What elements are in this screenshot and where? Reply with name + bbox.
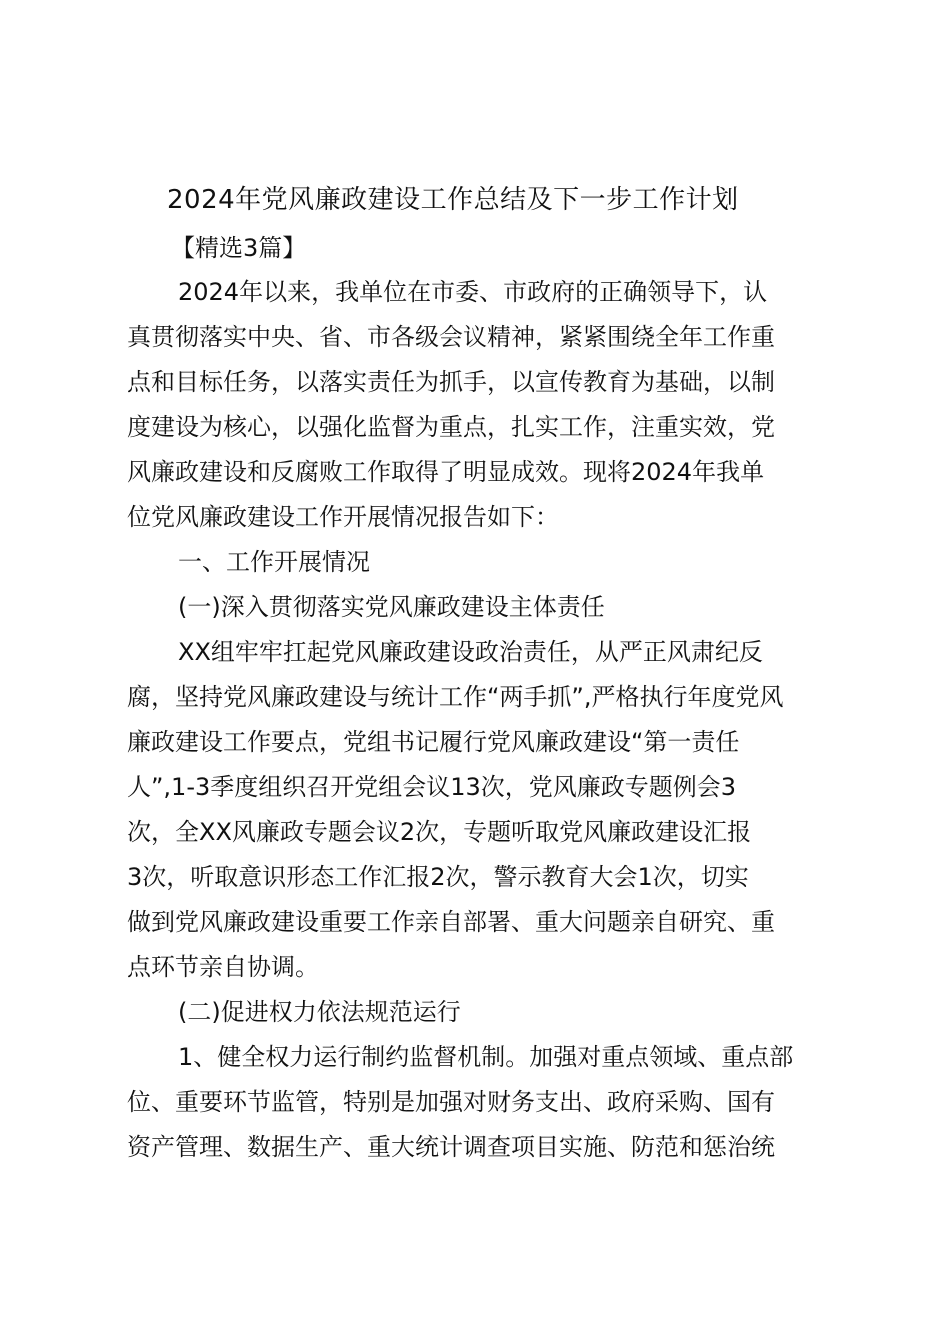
body-paragraph-2 [127,1035,827,1170]
paragraph-line: 廉政建设工作要点，党组书记履行党风廉政建设“第一责任 [127,728,740,756]
paragraph-line: 真贯彻落实中央、省、市各级会议精神，紧紧围绕全年工作重 [127,323,775,351]
paragraph-line: 2024年以来，我单位在市委、市政府的正确领导下，认 [178,278,768,306]
paragraph-line: 1、健全权力运行制约监督机制。加强对重点领域、重点部 [178,1043,794,1071]
paragraph-line: 人”,1-3季度组织召开党组会议13次，党风廉政专题例会3 [127,773,737,801]
paragraph-line: 点环节亲自协调。 [127,953,319,981]
paragraph-line: 腐，坚持党风廉政建设与统计工作“两手抓”,严格执行年度党风 [127,683,784,711]
subsection-heading-2 [127,990,827,1035]
subsection-heading-1 [127,585,827,630]
paragraph-line: 3次，听取意识形态工作汇报2次，警示教育大会1次，切实 [127,863,749,891]
section-heading [127,540,827,585]
paragraph-line: 资产管理、数据生产、重大统计调查项目实施、防范和惩治统 [127,1133,775,1161]
document-subtitle: 【精选3篇】 [171,234,307,262]
heading-line: 一、工作开展情况 [178,548,370,576]
intro-paragraph [127,270,827,540]
document-title: 2024年党风廉政建设工作总结及下一步工作计划 [167,185,739,215]
paragraph-line: 度建设为核心，以强化监督为重点，扎实工作，注重实效，党 [127,413,775,441]
paragraph-line: 风廉政建设和反腐败工作取得了明显成效。现将2024年我单 [127,458,765,486]
paragraph-line: 做到党风廉政建设重要工作亲自部署、重大问题亲自研究、重 [127,908,775,936]
body-paragraph-1 [127,630,827,990]
heading-line: (二)促进权力依法规范运行 [178,998,461,1026]
heading-line: (一)深入贯彻落实党风廉政建设主体责任 [178,593,605,621]
paragraph-line: XX组牢牢扛起党风廉政建设政治责任，从严正风肃纪反 [178,638,763,666]
paragraph-line: 位党风廉政建设工作开展情况报告如下： [127,503,559,531]
paragraph-line: 次，全XX风廉政专题会议2次，专题听取党风廉政建设汇报 [127,818,752,846]
paragraph-line: 位、重要环节监管，特别是加强对财务支出、政府采购、国有 [127,1088,775,1116]
paragraph-line: 点和目标任务，以落实责任为抓手，以宣传教育为基础，以制 [127,368,775,396]
